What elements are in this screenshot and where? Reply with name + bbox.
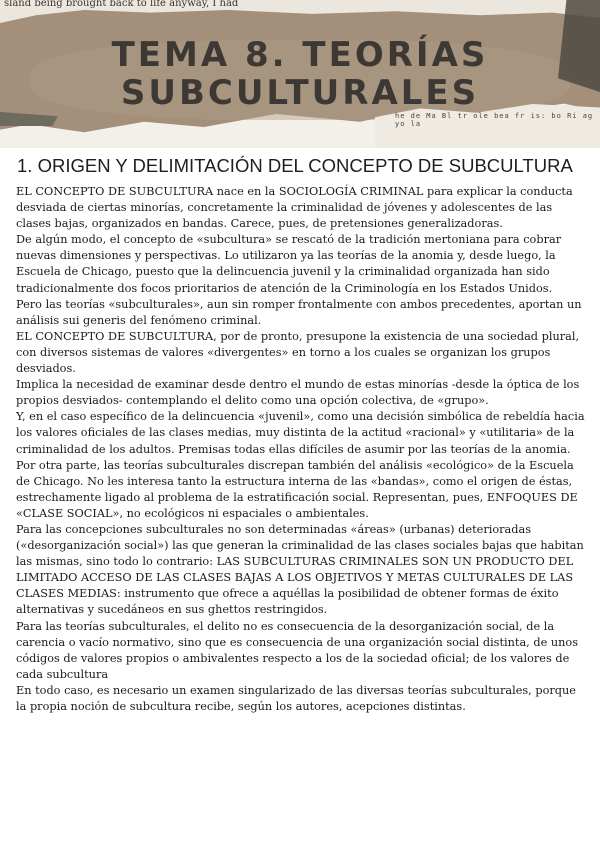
- paragraph: En todo caso, es necesario un examen singularizado de las diversas teorías subculturales, porque la propia noción de subcultura recibe, según los autores, acepciones distintas.: [16, 683, 576, 713]
- header-collage: [0, 0, 600, 148]
- body-text: [16, 184, 588, 715]
- paragraph: Por otra parte, las teorías subculturales discrepan también del análisis «ecológico» de la Escuela de Chicago. No les interesa tanto la estructura interna de las «bandas», como el origen de éstas, estrechamente ligado al problema de la estratificación social. Representan, pues, ENFOQUES DE «CLASE SOCIAL», no ecológicos ni espaciales o ambientales.: [16, 458, 578, 520]
- paragraph: EL CONCEPTO DE SUBCULTURA, por de pronto, presupone la existencia de una sociedad plural, con diversos sistemas de valores «divergentes» en torno a los cuales se organizan los grupos desviados.: [16, 329, 580, 376]
- paragraph: EL CONCEPTO DE SUBCULTURA nace en la SOCIOLOGÍA CRIMINAL para explicar la conducta desviada de ciertas minorías, concretamente la criminalidad de jóvenes y adolescentes de las clases bajas, organizados en bandas. Carece, pues, de pretensiones generalizadoras.: [16, 185, 573, 231]
- page-title: [0, 36, 600, 112]
- section-heading: 1. ORIGEN Y DELIMITACIÓN DEL CONCEPTO DE SUBCULTURA: [17, 155, 573, 176]
- title-line-1: TEMA 8. TEORÍAS: [111, 35, 489, 75]
- title-line-2: SUBCULTURALES: [120, 73, 480, 113]
- paragraph: De algún modo, el concepto de «subcultura» se rescató de la tradición mertoniana para cobrar nuevas dimensiones y perspectivas. Lo utilizaron ya las teorías de la anomia y, desde luego, la Escuela de Chicago, puesto que la delincuencia juvenil y la criminalidad organizada han sido tradicionalmente dos focos prioritarios de atención de la Criminología en los Estados Unidos.: [16, 233, 562, 295]
- newspaper-snippet: sland being brought back to life anyway, I had: [4, 0, 239, 9]
- paragraph: Para las teorías subculturales, el delito no es consecuencia de la desorganización social, de la carencia o vacío normativo, sino que es consecuencia de una organización social distinta, de unos códigos de valores propios o ambivalentes respecto a los de la sociedad oficial; de los valores de cada subcultura: [16, 619, 579, 681]
- paragraph: Implica la necesidad de examinar desde dentro el mundo de estas minorías -desde la óptica de los propios desviados- contemplando el delito como una opción colectiva, de «grupo».: [16, 378, 580, 408]
- paragraph: Para las concepciones subculturales no son determinadas «áreas» (urbanas) deterioradas («desorganización social») las que generan la criminalidad de las clases sociales bajas que habitan las mismas, sino todo lo contrario: LAS SUBCULTURAS CRIMINALES SON UN PRODUCTO DEL LIMITADO ACCESO DE LAS CLASES BAJAS A LOS OBJETIVOS Y METAS CULTURALES DE LAS CLASES MEDIAS: instrumento que ofrece a aquéllas la posibilidad de obtener formas de éxito alternativas y sucedáneos en sus ghettos restringidos.: [16, 522, 584, 617]
- newspaper-text: he de Ma Bl tr ole bea fr is: bo Ri ag yo la: [395, 112, 594, 128]
- paragraph: Y, en el caso específico de la delincuencia «juvenil», como una decisión simbólica de rebeldía hacia los valores oficiales de las clases medias, muy distinta de la actitud «racional» y «utilitaria» de la criminalidad de los adultos. Premisas todas ellas difíciles de asumir por las teorías de la anomia.: [16, 410, 585, 456]
- paragraph: Pero las teorías «subculturales», aun sin romper frontalmente con ambos precedentes, aportan un análisis sui generis del fenómeno criminal.: [16, 297, 582, 327]
